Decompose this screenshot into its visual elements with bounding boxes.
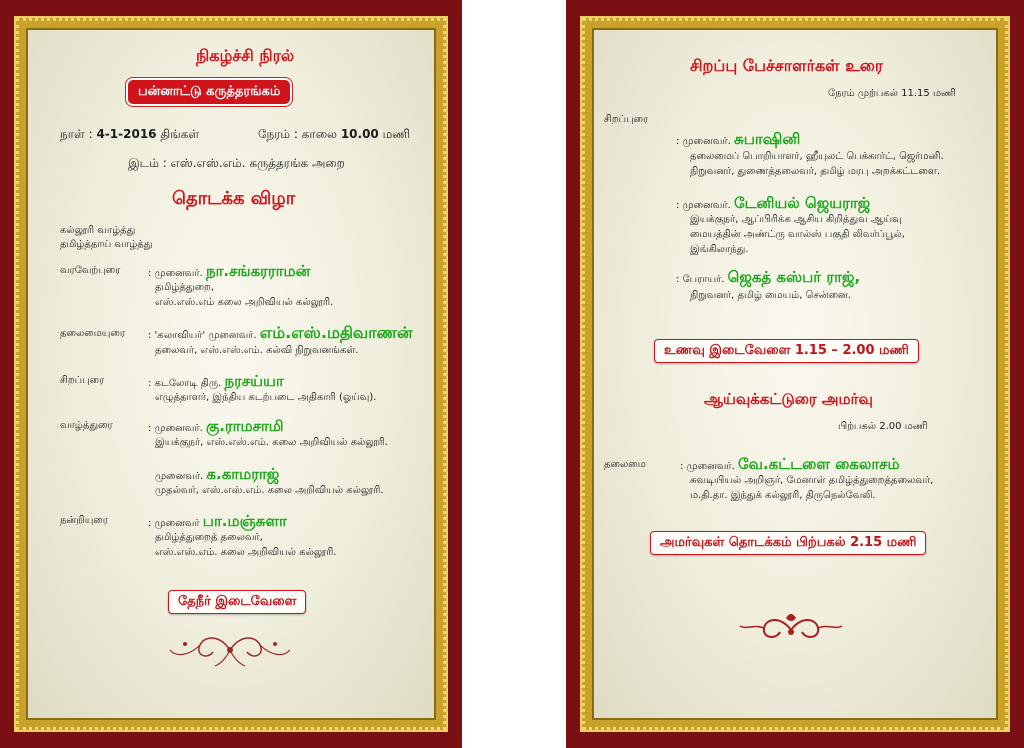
lunch-break-box: உணவு இடைவேளை 1.15 – 2.00 மணி: [654, 339, 919, 363]
speaker-prefix: முனைவர்.: [155, 471, 207, 482]
speaker-detail: தலைவர், எஸ்.எஸ்.எம். கல்வி நிறுவனங்கள்.: [155, 345, 359, 356]
floral-ornament-icon: [165, 630, 295, 670]
speaker-detail: நிறுவனர், துணைத்தலைவர், தமிழ் மரபு அறக்கட்டளை.: [690, 166, 941, 177]
speaker-line: [148, 372, 284, 392]
role-label: வரவேற்புரை: [60, 265, 121, 276]
speaker-detail: இயக்குநர், எஸ்.எஸ்.எம். கலை அறிவியல் கல்லூரி.: [155, 437, 388, 448]
speaker-name: நா.சங்கரராமன்: [205, 262, 311, 280]
speaker-prefix: : முனைவர்.: [148, 423, 206, 434]
speaker-detail: எழுத்தாளர், இந்திய கடற்படை அதிகாரி (ஓய்வு).: [155, 392, 377, 403]
speaker-detail: எஸ்.எஸ்.எம் கலை அறிவியல் கல்லூரி.: [155, 297, 334, 308]
program-card-left: [0, 0, 462, 748]
program-heading: நிகழ்ச்சி நிரல்: [196, 46, 295, 65]
speaker-name: டேனியல் ஜெயராஜ்: [733, 194, 871, 212]
speaker-line: [155, 465, 279, 485]
chair-line: [680, 455, 900, 475]
chair-detail: சுவடியியல் அறிஞர், மேனாள் தமிழ்த்துறைத்தலைவர்,: [690, 475, 934, 486]
venue: இடம் : எஸ்.எஸ்.எம். கருத்தரங்க அறை: [128, 156, 345, 170]
speaker-name: ஜெகத் கஸ்பர் ராஜ்,: [727, 268, 861, 286]
tea-break-box: தேநீர் இடைவேளை: [168, 590, 306, 614]
college-anthem: கல்லூரி வாழ்த்து: [60, 225, 136, 236]
role-label: சிறப்புரை: [60, 375, 105, 386]
speaker-detail: இயக்குநர், ஆப்பிரிக்க ஆசிய கிறித்துவ ஆய்வு: [690, 214, 902, 225]
date-label: நாள் :: [60, 127, 97, 141]
speaker-name: க.காமராஜ்: [206, 465, 280, 483]
speaker-detail: இங்கிலாந்து.: [690, 244, 749, 255]
program-card-right: [566, 0, 1024, 748]
date-line: [60, 127, 199, 143]
speaker-detail: முதல்வர், எஸ்.எஸ்.எம். கலை அறிவியல் கல்லூரி.: [155, 485, 384, 496]
speaker-prefix: : முனைவர்.: [676, 200, 734, 211]
speaker-line: [148, 512, 287, 532]
speaker-line: [676, 194, 870, 214]
speaker-detail: மையத்தின் அண்ட்ரு வால்ஸ் பகுதி லிவர்ப்பூல்,: [690, 229, 905, 240]
tamil-anthem: தமிழ்த்தாய் வாழ்த்து: [60, 239, 153, 250]
seminar-banner: பன்னாட்டு கருத்தரங்கம்: [128, 80, 290, 104]
speaker-prefix: : முனைவர்: [148, 518, 203, 529]
speaker-line: [148, 417, 283, 437]
sessions-start-box: அமர்வுகள் தொடக்கம் பிற்பகல் 2.15 மணி: [650, 531, 926, 555]
speaker-detail: தலைமைப் பொறியாளர், ஹீயுலட் பெக்கார்ட், ஜெர்மனி.: [690, 151, 944, 162]
time-value: 10.00: [340, 127, 379, 141]
time-label: நேரம் : காலை: [258, 127, 341, 141]
speaker-name: எம்.எஸ்.மதிவாணன்: [259, 323, 413, 342]
role-label: நன்றியுரை: [60, 515, 108, 526]
floral-ornament-icon: [736, 610, 846, 650]
special-speakers-heading: சிறப்பு பேச்சாளர்கள் உரை: [690, 56, 884, 75]
speaker-prefix: : 'கலாவியர்' முனைவர்.: [148, 330, 260, 341]
speaker-prefix: : முனைவர்.: [676, 136, 734, 147]
time-line: [258, 127, 410, 143]
speaker-detail: தமிழ்த்துறை,: [155, 282, 215, 293]
speaker-line: [148, 262, 310, 282]
speaker-prefix: : கடலோடி திரு.: [148, 378, 225, 389]
role-label: வாழ்த்துரை: [60, 420, 113, 431]
chair-prefix: : முனைவர்.: [680, 461, 738, 472]
role-label: சிறப்புரை: [604, 114, 649, 125]
inauguration-title: தொடக்க விழா: [172, 188, 296, 209]
speaker-line: [148, 323, 412, 344]
speaker-name: சுபாஷினி: [733, 130, 801, 148]
time-suffix: மணி: [378, 127, 411, 141]
date-value: 4-1-2016: [96, 127, 157, 141]
afternoon-time: பிற்பகல் 2.00 மணி: [838, 421, 928, 432]
speaker-line: [676, 130, 800, 150]
chair-role-label: தலைமை: [604, 459, 646, 470]
speaker-prefix: : பேராயர்.: [676, 274, 728, 285]
speaker-prefix: : முனைவர்.: [148, 268, 206, 279]
speaker-line: [676, 268, 860, 288]
speaker-name: நரசய்யா: [224, 372, 284, 390]
morning-time: நேரம் முற்பகல் 11.15 மணி: [828, 88, 956, 99]
chair-detail: ம.தி.தா. இந்துக் கல்லூரி, திருநெல்வேலி.: [690, 490, 876, 501]
role-label: தலைமையுரை: [60, 328, 125, 339]
speaker-detail: நிறுவனர், தமிழ் மையம், சென்னை.: [690, 290, 851, 301]
speaker-name: பா.மஞ்சுளா: [202, 512, 287, 530]
chair-name: வே.கட்டளை கைலாசம்: [737, 455, 900, 473]
speaker-name: கு.ராமசாமி: [205, 417, 284, 435]
paper-session-title: ஆய்வுக்கட்டுரை அமர்வு: [704, 390, 873, 408]
date-day: திங்கள்: [156, 127, 200, 141]
speaker-detail: எஸ்.எஸ்.எம். கலை அறிவியல் கல்லூரி.: [155, 547, 337, 558]
speaker-detail: தமிழ்த்துறைத் தலைவர்,: [155, 532, 263, 543]
